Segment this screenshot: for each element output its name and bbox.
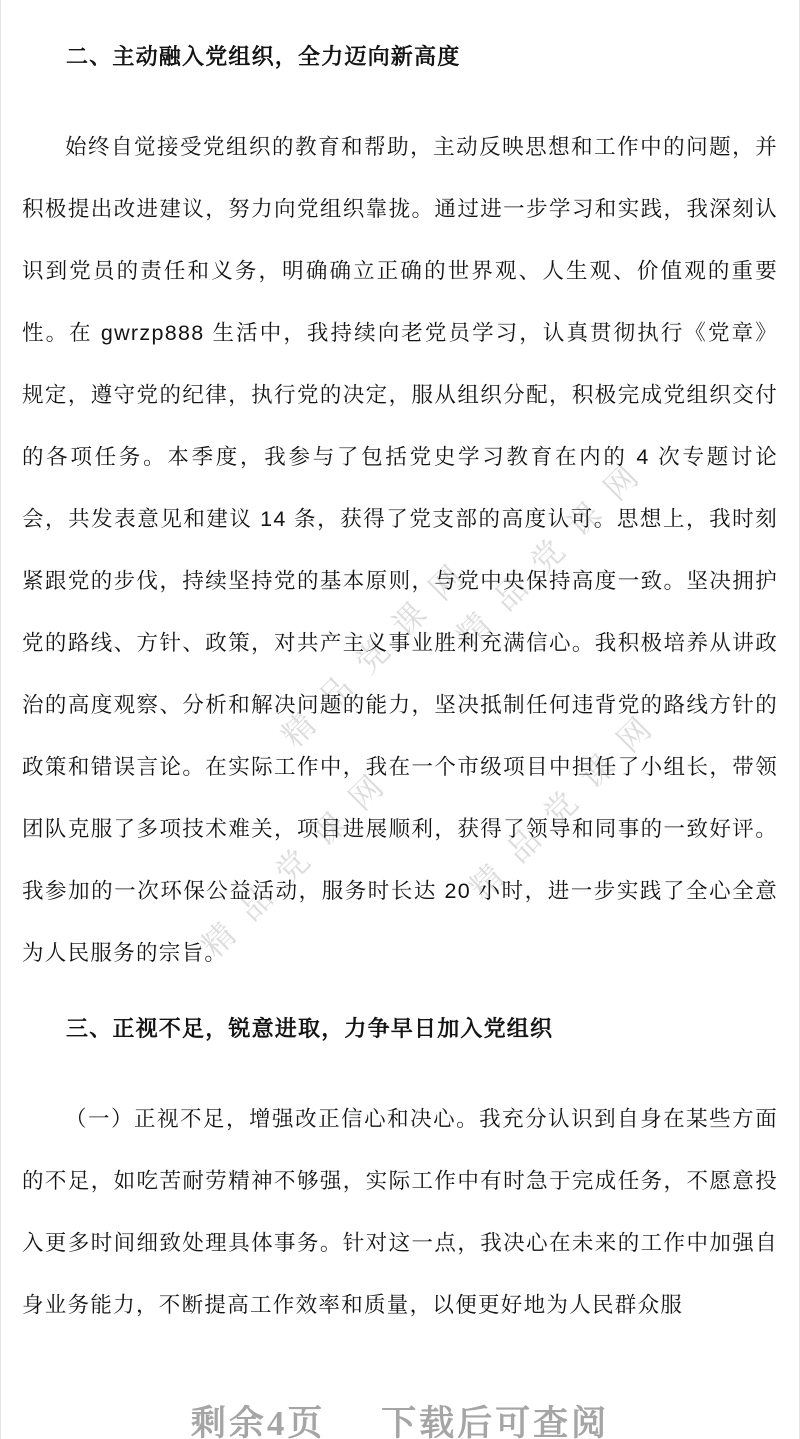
section-heading-2: 二、主动融入党组织，全力迈向新高度	[66, 44, 461, 69]
watermark-text: 精品党课网	[194, 754, 405, 965]
pages-remaining-label: 剩余4页	[190, 1404, 326, 1439]
section-heading-3: 三、正视不足，锐意进取，力争早日加入党组织	[66, 1016, 554, 1041]
watermark-text: 精品党课网	[449, 444, 660, 655]
section-2-paragraph: 始终自觉接受党组织的教育和帮助，主动反映思想和工作中的问题，并积极提出改进建议，努力向党组织靠拢。通过进一步学习和实践，我深刻认识到党员的责任和义务，明确确立正确的世界观、人生观、价值观的重要性。在 gwrzp888 生活中，我持续向老党员学习，认真贯彻执行《党章》规定，遵守党的纪律，执行党的决定，服从组织分配，积极完成党组织交付的各项任务。本季度，我参与了包括党史学习教育在内的 4 次专题讨论会，共发表意见和建议 14 条，获得了党支部的高度认可。思想上，我时刻紧跟党的步伐，持续坚持党的基本原则，与党中央保持高度一致。坚决拥护党的路线、方针、政策，对共产主义事业胜利充满信心。我积极培养从讲政治的高度观察、分析和解决问题的能力，坚决抵制任何违背党的路线方针的政策和错误言论。在实际工作中，我在一个市级项目中担任了小组长，带领团队克服了多项技术难关，项目进展顺利，获得了领导和同事的一致好评。我参加的一次环保公益活动，服务时长达 20 小时，进一步实践了全心全意为人民服务的宗旨。	[22, 135, 778, 965]
watermark-text: 精品党课网	[274, 544, 485, 755]
section-3-paragraph: （一）正视不足，增强改正信心和决心。我充分认识到自身在某些方面的不足，如吃苦耐劳精神不够强，实际工作中有时急于完成任务，不愿意投入更多时间细致处理具体事务。针对这一点，我决心在未来的工作中加强自身业务能力，不断提高工作效率和质量，以便更好地为人民群众服	[22, 1107, 778, 1317]
download-hint-label: 下载后可查阅	[381, 1404, 610, 1439]
document-content	[22, 0, 778, 1439]
preview-footer	[22, 1398, 778, 1439]
watermark-text: 精品党课网	[462, 696, 673, 907]
